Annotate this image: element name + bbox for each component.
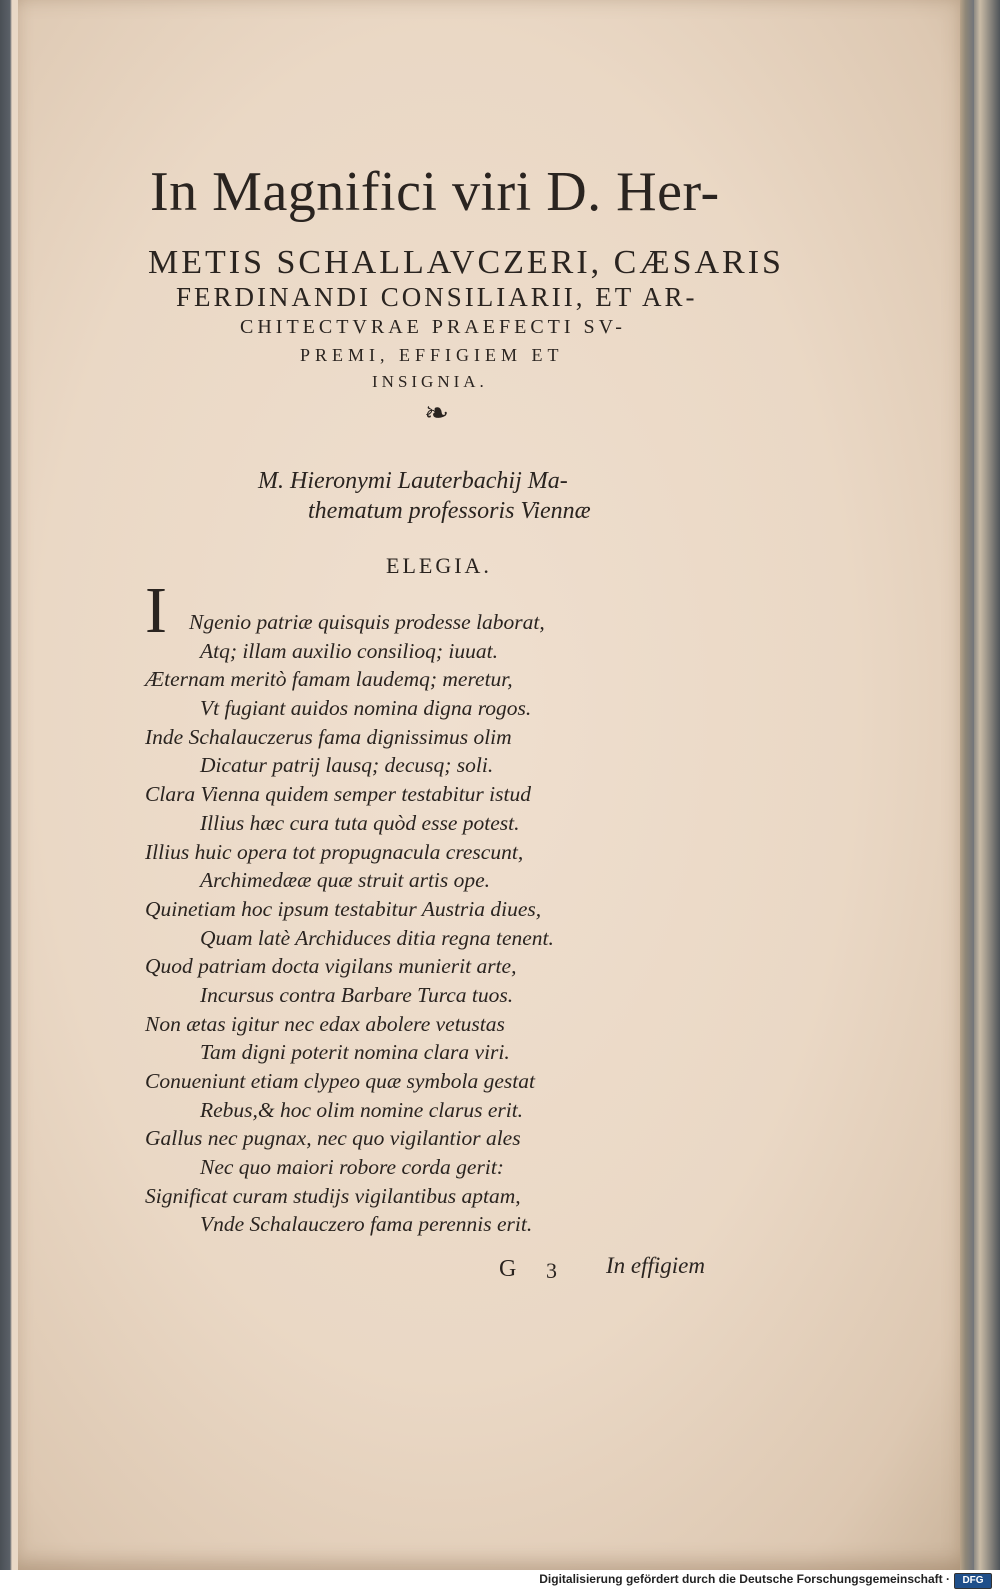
poem-verse: Tam digni poterit nomina clara viri. [200,1040,510,1065]
poem-verse: Clara Vienna quidem semper testabitur istud [145,782,531,807]
heading-line-1: METIS SCHALLAVCZERI, CÆSARIS [148,244,784,281]
author-line-1: M. Hieronymi Lauterbachij Ma- [258,468,568,494]
poem-verse: Ngenio patriæ quisquis prodesse laborat, [189,610,545,634]
poem-verse: Inde Schalauczerus fama dignissimus olim [145,724,512,749]
poem-verse: Vnde Schalauczero fama perennis erit. [200,1212,533,1237]
poem-verse: Archimedææ quæ struit artis ope. [200,868,491,893]
page-edge [960,0,974,1570]
footer-bar [0,1570,1000,1590]
poem-verse: Nec quo maiori robore corda gerit: [200,1155,504,1180]
poem-verse: Significat curam studijs vigilantibus aptam, [145,1183,521,1208]
poem-verse: Rebus,& hoc olim nomine clarus erit. [200,1097,524,1122]
signature-number: 3 [546,1258,557,1283]
poem-verse: Atq; illam auxilio consilioq; iuuat. [200,638,498,663]
dfg-logo: DFG [954,1573,992,1589]
funding-notice: Digitalisierung gefördert durch die Deutsche Forschungsgemeinschaft · [539,1572,950,1586]
page-title: In Magnifici viri D. Her- [150,161,720,223]
author-attribution [258,466,678,526]
poem-body [145,608,615,1239]
signature-mark: G [499,1256,517,1282]
heading-line-3: CHITECTVRAE PRAEFECTI SV- [240,316,626,338]
poem-title: ELEGIA. [386,553,492,578]
heading-line-2: FERDINANDI CONSILIARII, ET AR- [176,282,698,312]
poem-verse: Gallus nec pugnax, nec quo vigilantior ales [145,1126,521,1151]
poem-verse: Quod patriam docta vigilans munierit arte, [145,954,517,979]
poem-verse: Dicatur patrij lausq; decusq; soli. [200,753,494,778]
drop-cap: I [145,574,167,647]
poem-verse: Vt fugiant auidos nomina digna rogos. [200,696,532,721]
fleuron-ornament-icon: ❧ [424,397,450,430]
poem-verse: Conueniunt etiam clypeo quæ symbola gestat [145,1069,535,1093]
poem-verse: Quinetiam hoc ipsum testabitur Austria diues, [145,896,542,921]
catchword: In effigiem [606,1253,705,1278]
poem-verse: Non ætas igitur nec edax abolere vetustas [145,1011,505,1036]
poem-verse: Æternam meritò famam laudemq; meretur, [145,667,513,692]
poem-verse: Incursus contra Barbare Turca tuos. [200,982,514,1007]
poem-verse: Illius hæc cura tuta quòd esse potest. [200,810,520,835]
heading-line-5: INSIGNIA. [372,372,488,391]
heading-line-4: PREMI, EFFIGIEM ET [300,345,564,365]
poem-verse: Quam latè Archiduces ditia regna tenent. [200,925,554,950]
author-line-2: thematum professoris Viennæ [308,498,591,524]
poem-verse: Illius huic opera tot propugnacula crescunt, [145,839,524,864]
